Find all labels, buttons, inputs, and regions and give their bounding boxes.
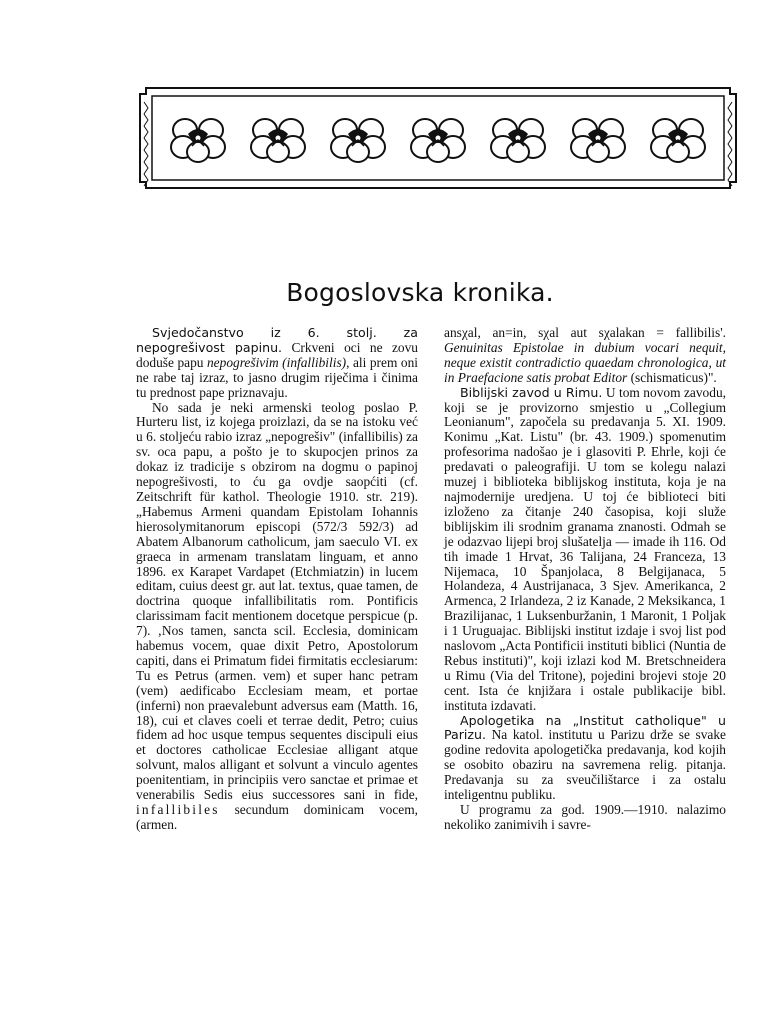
decorative-flower-border	[138, 86, 738, 190]
paragraph-letter-continued: ansχal, an=in, sχal aut sχalakan = fallibilis'. Genuinitas Epistolae in dubium vocari nequit, neque existit contradictio quaedam chronologica, ut in Praefacione satis probat Editor (schismaticus)".	[444, 325, 726, 385]
paragraph-biblical-institute: Biblijski zavod u Rimu. U tom novom zavodu, koji se je provizorno smjestio u „Collegium Leonianum", započela su predavanja 5. XI. 1909. Konimu „Kat. Listu" (br. 43. 1909.) spomenutim profesorima nadošao je i glasoviti P. Ehrle, koji će predavati o paleografiji. U tom se kolegu nalazi muzej i biblioteka biblijskog instituta, koja je na najmodernije uredjena. U toj će biblioteci biti izloženo za čitanje 240 časopisa, koji služe biblijskim ili srodnim granama znanosti. Odmah se je odazvao lijepi broj slušatelja — imade ih 116. Od tih imade 1 Hrvat, 36 Talijana, 24 Franceza, 13 Nijemaca, 10 Španjolaca, 8 Belgijanaca, 5 Holandeza, 4 Austrijanaca, 3 Sjev. Amerikanca, 2 Armenca, 2 Irlandeza, 2 iz Kanade, 2 Meksikanca, 1 Brazilijanac, 1 Luksenburžanin, 1 Maronit, 1 Poljak i 1 Uruguajac. Biblijski institut izdaje i svoj list pod naslovom „Acta Pontificii instituti biblici (Nuntia de Rebus instituti)", koji izlazi kod M. Bretschneidera u Rimu (Via del Tritone), pojedini brojevi stoje 20 cent. Ista će knjižara i ostale publikacije bibl. instituta izdavati.	[444, 384, 726, 713]
paragraph-program: U programu za god. 1909.—1910. nalazimo nekoliko zanimivih i savre-	[444, 802, 726, 832]
section-heading: Svjedočanstvo iz 6. stolj. za nepogrešivost papinu.	[136, 325, 418, 355]
paragraph-papal-infallibility: Svjedočanstvo iz 6. stolj. za nepogrešivost papinu. Crkveni oci ne zovu doduše papu nepogrešivim (infallibilis), ali prem oni ne rabe taj izraz, to jasno drugim riječima i činima tu prednost pape priznavaju.	[136, 325, 418, 400]
section-heading: Biblijski zavod u Rimu.	[460, 384, 603, 400]
section-heading: Apologetika na „Institut catholique" u Parizu.	[444, 712, 726, 743]
paragraph-armenian-letter: No sada je neki armenski teolog poslao P. Hurteru list, iz kojega proizlazi, da se na istoku već u 6. stoljeću rabio izraz „nepogrešiv" (infallibilis) za sv. oca papu, a pošto je to skupocjen prinos za dokaz iz tradicije s obzirom na dogmu o papinoj nepogrešivosti, to ću ga ovdje saopćiti (cf. Zeitschrift für kathol. Theologie 1910. str. 219). „Habemus Armeni quandam Epistolam Iohannis hierosolymitanorum episcopi (572/3 592/3) ad Abatem Albanorum catholicum, jam saeculo VI. ex graeca in armenam translatam linguam, et anno 1896. ex Karapet Vardapet (Etchmiatzin) in lucem editam, cuius deest gr. aut lat. textus, quae tamen, de doctrina quoque infallibilitatis rom. Pontificis clarissimam facit mentionem docetque perspicue (p. 7). ‚Nos tamen, sancta scil. Ecclesia, dominicam habemus vocem, quae dixit Petro, Apostolorum capiti, dans ei Primatum fidei firmitatis ecclesiarum: Tu es Petrus (armen. vem) et super hanc petram (vem) aedificabo Ecclesiam meam, et portae (inferni) non praevalebunt adversus eam (Matth. 16, 18), cui et claves coeli et terrae dedit, Petro; cuius fidem ad hoc usque tempus sequentes discipuli eius et doctores catholicae Ecclesiae alligant atque solvunt, malos alligant et solvunt a vinculo agentes poenitentiam, in principiis vero sanctae et primae et venerabilis Sedis eius successores sani in fide, infallibiles secundum dominicam vocem, (armen.	[136, 399, 418, 832]
flower-ornament-icon	[138, 86, 738, 190]
article-title: Bogoslovska kronika.	[286, 278, 554, 307]
left-column	[136, 326, 418, 833]
right-column	[444, 326, 726, 833]
paragraph-apologetics: Apologetika na „Institut catholique" u Parizu. Na katol. institutu u Parizu drže se svake godine redovita apologetička predavanja, kod kojih se osobito obaziru na savremena relig. pitanja. Predavanja su za sveučilištarce i za ostalu inteligentnu publiku.	[444, 712, 726, 803]
